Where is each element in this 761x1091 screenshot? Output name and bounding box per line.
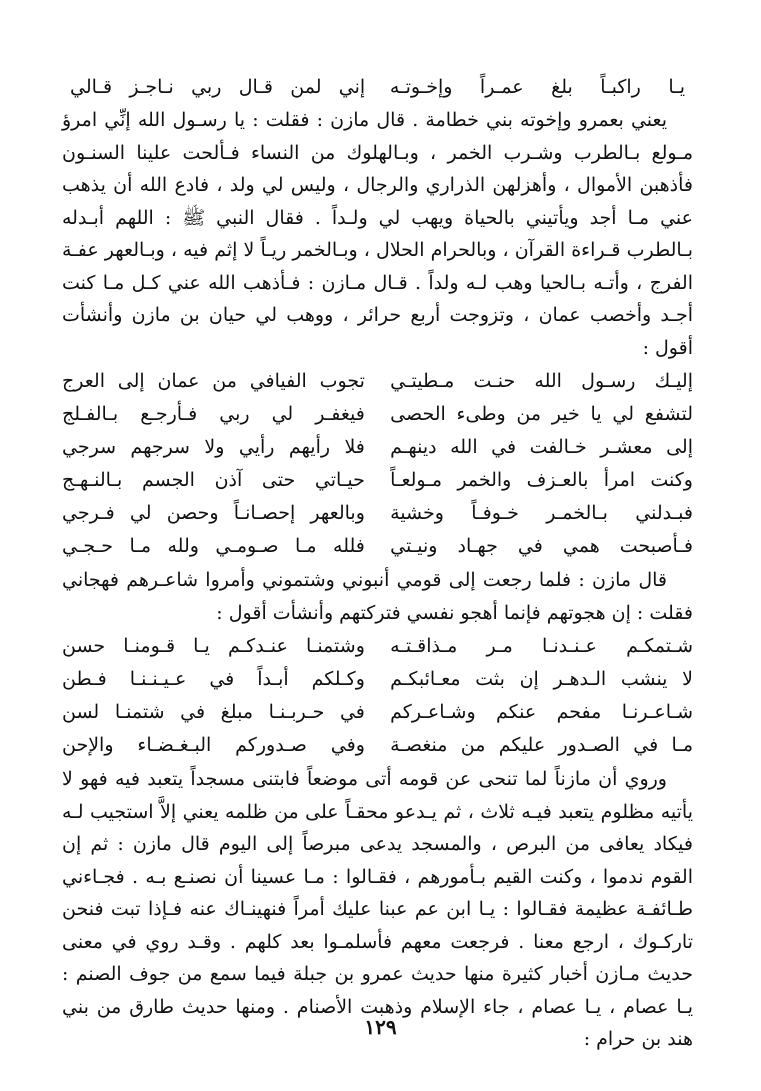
verse-second-hemistich: وشتمنـا عنـدكـم يـا قـومنـا حسن xyxy=(62,635,365,657)
paragraph: وروي أن مازناً لما تنحى عن قومه أتى موضعاً فابتنى مسجداً يتعبد فيه فهو لا يأتيه مظلوم يتعبد فيـه ثلاث ، ثم يـدعو محقـاً على من ظلمه يعني إلاَّ استجيب لـه فيكاد يعافى من البرص ، والمسجد يدعى مبرصاً إلى اليوم قال مازن : ثم إن القوم ندموا ، وكنت القيم بـأمورهم ، فقـالوا : مـا عسينا أن نصنـع بـه . فجـاءني طـائفـة عظيمة فقـالوا : يـا ابن عم عبنا عليك أمراً فنهينـاك عنه فـإذا تبت فنحن تاركـوك ، ارجع معنا . فرجعت معهم فأسلمـوا بعد كلهم . وقـد روي في معنى حديث مـازن أخبار كثيرة منها حديث عمرو بن جبلة فيما سمع من جوف الصنم : يـا عصام ، يـا عصام ، جاء الإسلام وذهبت الأصنام . ومنها حديث طارق من بني هند بن حرام : xyxy=(62,768,693,1050)
verse-first-hemistich: لا ينشب الـدهـر إن بثت معـائبكـم xyxy=(390,668,693,690)
poem-verse xyxy=(62,696,693,729)
poem-verse xyxy=(62,663,693,696)
poem-verse xyxy=(62,497,693,530)
verse-second-hemistich: في حـربـنـا مبلغ في شتمنـا لسن xyxy=(62,701,365,723)
poem-verse xyxy=(62,431,693,464)
verse-second-hemistich: فلله مـا صـومـي ولله مـا حـجـي xyxy=(62,535,365,557)
poem-verse xyxy=(62,729,693,762)
poem-verse xyxy=(62,365,693,398)
poem-one xyxy=(62,365,693,563)
opening-verse xyxy=(62,70,693,104)
verse-second-hemistich: إني لمن قـال ربي نـاجـز قـالي xyxy=(70,76,366,98)
page-body xyxy=(62,70,693,1056)
verse-first-hemistich: إلى معشـر خـالفت في الله دينهـم xyxy=(390,436,693,458)
paragraph: قال مازن : فلما رجعت إلى قومي أنبوني وشتموني وأمروا شاعـرهم فهجاني فقلت : إن هجوتهم فإنما أهجو نفسي فتركتهم وأنشأت أقول : xyxy=(62,569,693,624)
verse-first-hemistich: إليـك رسـول الله حنـت مـطيتـي xyxy=(390,370,693,392)
verse-first-hemistich: مـا في الصـدور عليكم من منغصـة xyxy=(390,734,693,756)
verse-first-hemistich: يـا راكبـاً بلغ عمـراً وإخـوتـه xyxy=(389,76,685,98)
poem-two xyxy=(62,630,693,762)
poem-verse xyxy=(62,398,693,431)
verse-second-hemistich: تجوب الفيافي من عمان إلى العرج xyxy=(62,370,365,392)
verse-second-hemistich: وبالعهر إحصـانـاً وحصن لي فـرجي xyxy=(62,502,365,524)
page-number: ١٢٩ xyxy=(364,1015,397,1039)
verse-first-hemistich: فبـدلني بـالخمـر خـوفـاً وخشية xyxy=(390,502,693,524)
poem-verse xyxy=(62,630,693,663)
verse-second-hemistich: حيـاتي حتى آذن الجسم بـالنـهـج xyxy=(62,469,365,491)
verse-first-hemistich: شـاعـرنـا مفحم عنكم وشـاعـركم xyxy=(390,701,693,723)
verse-second-hemistich: وفي صـدوركم البـغـضـاء والإحن xyxy=(62,734,365,756)
poem-verse xyxy=(62,464,693,497)
verse-first-hemistich: فـأصبحت همي في جهـاد ونيـتي xyxy=(390,535,693,557)
poem-verse xyxy=(62,530,693,563)
verse-second-hemistich: فيغفـر لي ربي فـأرجـع بـالفـلج xyxy=(62,403,365,425)
verse-first-hemistich: وكنت امرأ بالعـزف والخمر مـولعـاً xyxy=(390,469,693,491)
paragraph: يعني بعمرو وإخوته بني خطامة . قال مازن : فقلت : يا رسـول الله إنِّي امرؤ مـولع بـالطرب وشـرب الخمر ، وبـالهلوك من النساء فـألحت علينا السنـون فأذهبن الأموال ، وأهزلهن الذراري والرجال ، وليس لي ولد ، فادع الله أن يذهب عني مـا أجد ويأتيني بالحياة ويهب لي ولـداً . فقال النبي ﷺ : اللهم أبـدله بـالطرب قـراءة القرآن ، وبالحرام الحلال ، وبـالخمر ريـاً لا إثم فيه ، وبـالعهر عفـة الفرج ، وأتـه بـالحيا وهب لـه ولداً . قـال مـازن : فـأذهب الله عني كـل مـا كنت أجـد وأخصب عمان ، وتزوجت أربع حرائر ، ووهب لي حيان بن مازن وأنشأت أقول : xyxy=(62,109,693,359)
verse-first-hemistich: شـتمكـم عـنـدنـا مـر مـذاقـتـه xyxy=(390,635,693,657)
verse-second-hemistich: وكـلكم أبـداً في عـيـنـنـا فـطن xyxy=(62,668,365,690)
verse-second-hemistich: فلا رأيهم رأيي ولا سرجهم سرجي xyxy=(62,436,365,458)
verse-first-hemistich: لتشفع لي يا خير من وطىء الحصى xyxy=(390,403,693,425)
